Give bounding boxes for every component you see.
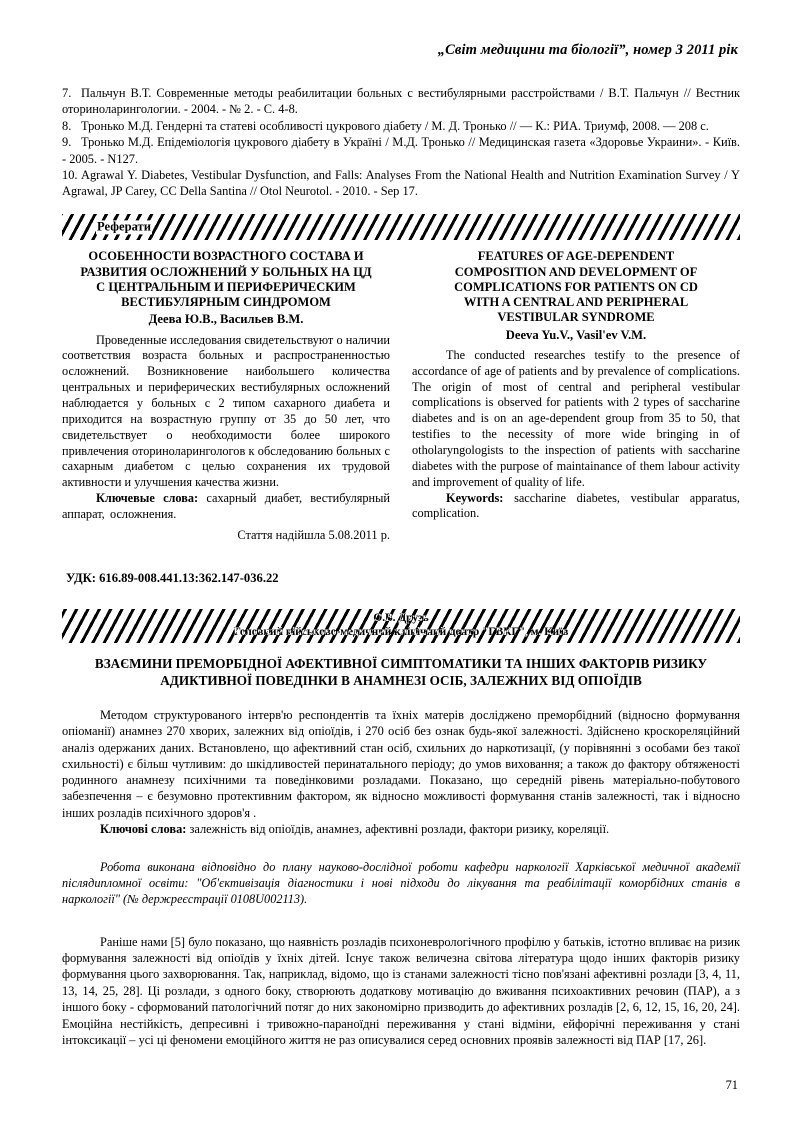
abstract-columns — [62, 249, 740, 543]
reference-number: 9. — [62, 135, 72, 150]
abstract-en-title-line: WITH A CENTRAL AND PERIPHERAL — [463, 295, 689, 310]
reference-item — [62, 85, 740, 117]
reference-item — [62, 118, 740, 134]
reference-text: Пальчун В.Т. Современные методы реабилитации больных с вестибулярными расстройствами / В.Т. Пальчун // Вестник оториноларингологии. - 2004. - № 2. - С. 4-8. — [62, 86, 740, 117]
abstract-ru-body: Проведенные исследования свидетельствуют о наличии соответствия возраста больных и распространенностью осложнений. Возникновение наибольшего количества центральных и периферических вестибулярных осложнений наблюдается у больных с 2 типом сахарного диабета и приходится на возрастную группу от 35 до 50 лет, что свидетельствует о необходимости более широкого привлечения оториноларингологов к обследованию больных с сахарным диабетом с целью сохранения их трудовой активности и улучшения качества жизни. — [62, 332, 390, 490]
abstracts-banner-label: Реферати — [97, 219, 151, 234]
abstract-ru-keywords-label: Ключевые слова: — [96, 491, 199, 506]
article-author-affiliation: Головний військово-медичний клінічний центр "ГВКГ", м. Київ — [233, 625, 569, 638]
article-keywords — [62, 821, 740, 837]
abstract-en-title-line: VESTIBULAR SYNDROME — [497, 310, 655, 325]
article-author-name: О.В. Друзь — [373, 612, 429, 625]
reference-number: 8. — [62, 118, 72, 133]
abstract-en-body: The conducted researches testify to the presence of accordance of age of patients and by prevalence of complications. The origin of most of central and peripheral vestibular complications is observed for patients with 2 types of saccharine diabetes and is on an age-dependent group from 35 to 50, that testifies to the necessity of more wide bringing in of otholaryngologists to the inspection of patients with saccharine diabetes with the purpose of maintainance of them labour activity and improvement of quality of life. — [412, 347, 740, 489]
page-number: 71 — [725, 1078, 738, 1092]
abstract-en-keywords — [412, 491, 740, 523]
article-author-banner — [62, 608, 740, 643]
abstract-ru-title-line: ВЕСТИБУЛЯРНЫМ СИНДРОМОМ — [121, 295, 331, 310]
article-title-line: ВЗАЄМИНИ ПРЕМОРБІДНОЇ АФЕКТИВНОЇ СИМПТОМАТИКИ ТА ІНШИХ ФАКТОРІВ РИЗИКУ — [94, 655, 708, 671]
article-keywords-value: залежність від опіоїдів, анамнез, афективні розлади, фактори ризику, кореляції. — [189, 821, 610, 836]
abstract-ru-title — [62, 249, 390, 310]
abstract-ru-keywords-value: сахарный диабет, вестибулярный аппарат, осложнения. — [62, 491, 390, 522]
abstract-en-title-line: COMPOSITION AND DEVELOPMENT OF — [454, 264, 698, 279]
abstract-en-title-line: FEATURES OF AGE-DEPENDENT — [477, 249, 675, 264]
abstract-en-title-line: COMPLICATIONS FOR PATIENTS ON CD — [454, 279, 698, 294]
article-abstract: Методом структурованого інтерв'ю респондентів та їхніх матерів досліджено преморбідний (відносно формування опіоманії) анамнез 270 хворих, залежних від опіоїдів, і 270 осіб без ознак будь-якої залежності. Здійснено кроскореляційний аналіз одержаних даних. Встановлено, що афективний стан осіб, схильних до наркотизації, (у порівнянні з особами без такої схильності) є більш чутливим: до шкідливостей перинатального періоду; до умов виховання; а також до фактору обтяженості родинного анамнезу психічними та поведінковими розладами. Показано, що середній рівень матеріально-побутового забезпечення – є безумовно протективним фактором, як відносно можливості формування станів залежності, так і відносно інших розладів психічного здоров'я . — [62, 708, 740, 820]
reference-list — [62, 85, 740, 199]
abstract-english — [412, 249, 740, 543]
article-title-line: АДИКТИВНОЇ ПОВЕДІНКИ В АНАМНЕЗІ ОСІБ, ЗАЛЕЖНИХ ВІД ОПІОЇДІВ — [160, 673, 642, 689]
running-head: „Світ медицини та біології”, номер 3 2011 рік — [437, 42, 738, 58]
submission-date: Стаття надійшла 5.08.2011 р. — [237, 527, 390, 542]
abstract-russian — [62, 249, 390, 543]
abstract-en-authors: Deeva Yu.V., Vasil'ev V.M. — [505, 327, 647, 342]
reference-text: Тронько М.Д. Гендерні та статеві особливості цукрового діабету / М. Д. Тронько // — К.: РИА. Триумф, 2008. — 208 с. — [81, 118, 709, 133]
article-title — [62, 655, 740, 689]
reference-number: 7. — [62, 86, 72, 100]
reference-item — [62, 167, 740, 199]
abstracts-section-banner — [62, 213, 740, 240]
abstract-ru-title-line: С ЦЕНТРАЛЬНЫМ И ПЕРИФЕРИЧЕСКИМ — [96, 279, 356, 294]
reference-text: Agrawal Y. Diabetes, Vestibular Dysfunction, and Falls: Analyses From the National Health and Nutrition Examination Survey / Y Agrawal, JP Carey, CC Della Santina // Otol Neurotol. - 2010. - Sep 17. — [62, 168, 740, 199]
reference-item — [62, 134, 740, 166]
article-body-paragraph: Раніше нами [5] було показано, що наявність розладів психоневрологічного профілю у батьків, істотно впливає на ризик формування залежності від опіоїдів у їхніх дітей. Існує також величезна світова література щодо інших факторів ризику формування цього захворювання. Так, наприклад, відомо, що із станами залежності тісно пов'язані афективні розлади [3, 4, 11, 13, 14, 25, 28]. Ці розлади, з одного боку, створюють додаткову мотивацію до вживання психоактивних речовин (ПАР), а з іншого боку - сформований патологічний потяг до них закономірно призводить до афективних розладів [2, 6, 12, 15, 16, 20, 24]. Емоційна нестійкість, депресивні і тривожно-параноїдні переживання у стані відміни, ейфорічні переживання у стані інтоксикації – усі ці феномени емоційного життя не раз описувалися серед основних проявів залежності від ПАР [17, 26]. — [62, 934, 740, 1048]
funding-note: Робота виконана відповідно до плану науково-дослідної роботи кафедри наркології Харківської медичної академії післядипломної освіти: "Об'єктивізація діагностики і нові підходи до лікування та реабілітації коморбідних станів в наркології" (№ держреєстрації 0108U002113). — [62, 860, 740, 907]
abstract-en-title — [412, 249, 740, 325]
abstract-ru-authors: Деева Ю.В., Васильев В.М. — [148, 312, 304, 327]
article-author-banner-text — [62, 609, 740, 643]
abstract-en-keywords-value: saccharine diabetes, vestibular apparatus, complication. — [412, 490, 740, 521]
article-keywords-label: Ключові слова: — [100, 821, 187, 836]
reference-number: 10. — [62, 168, 78, 183]
abstract-ru-keywords — [62, 491, 390, 523]
udk-code: УДК: 616.89-008.441.13:362.147-036.22 — [66, 570, 279, 585]
abstract-ru-title-line: ОСОБЕННОСТИ ВОЗРАСТНОГО СОСТАВА И — [88, 249, 364, 264]
abstract-ru-title-line: РАЗВИТИЯ ОСЛОЖНЕНИЙ У БОЛЬНЫХ НА ЦД — [80, 264, 372, 279]
abstract-en-keywords-label: Keywords: — [446, 490, 504, 505]
reference-text: Тронько М.Д. Епідеміологія цукрового діабету в Україні / М.Д. Тронько // Медицинская газета «Здоровье Украини». - Київ. - 2005. - N127. — [62, 135, 740, 166]
